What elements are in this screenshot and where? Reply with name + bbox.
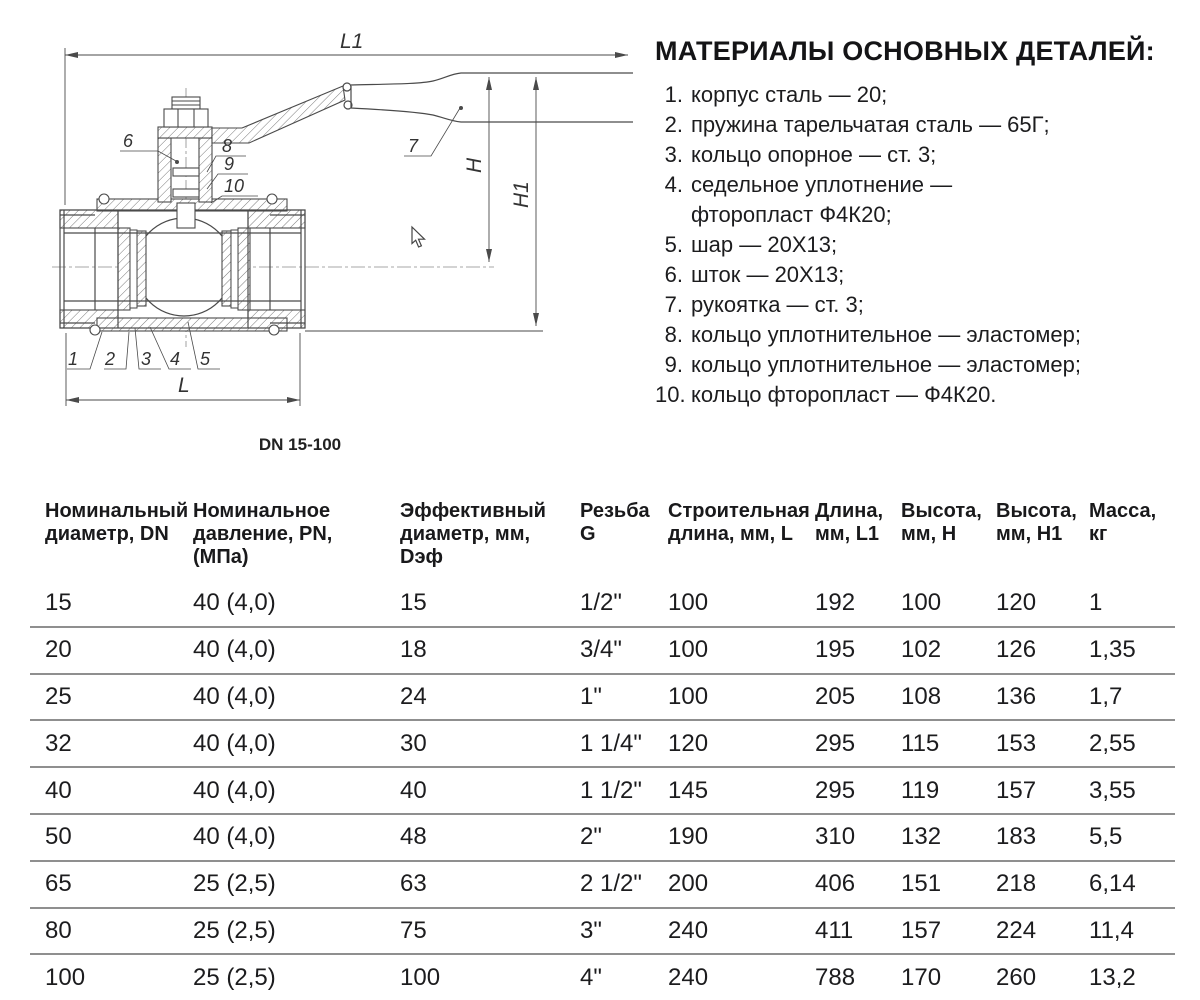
spec-cell: 788 [815,963,856,991]
materials-item-text: кольцо уплотнительное — эластомер; [691,352,1081,377]
spec-cell: 170 [901,963,942,991]
spec-row [30,628,1175,675]
spec-cell: 25 (2,5) [193,916,276,944]
spec-cell: 65 [45,870,72,898]
dim-label-h1: H1 [510,181,533,208]
spec-cell: 240 [668,963,709,991]
spec-cell: 1/2" [580,589,622,617]
materials-item-number: 10. [655,382,686,407]
spec-cell: 20 [45,636,72,664]
spec-cell: 2,55 [1089,729,1136,757]
spec-cell: 4" [580,963,602,991]
materials-item-number: 4. [664,172,683,197]
materials-item-text: седельное уплотнение — [691,172,953,197]
spec-cell: 224 [996,916,1037,944]
spec-cell: 5,5 [1089,823,1123,851]
spec-cell: 1,7 [1089,682,1123,710]
spec-cell: 24 [400,682,427,710]
spec-cell: 190 [668,823,709,851]
spec-cell: 3/4" [580,636,622,664]
spec-cell: 120 [668,729,709,757]
col-header-mass: Масса, кг [1089,500,1157,545]
materials-item-number: 6. [664,262,683,287]
spec-cell: 40 (4,0) [193,589,276,617]
spec-cell: 295 [815,729,856,757]
col-header-length-l1: Длина, мм, L1 [815,500,884,545]
spec-cell: 157 [901,916,942,944]
spec-row [30,862,1175,909]
materials-item [655,380,1195,410]
spec-cell: 151 [901,870,942,898]
spec-cell: 157 [996,776,1037,804]
spec-cell: 145 [668,776,709,804]
materials-item [655,320,1195,350]
materials-item-number: 9. [664,352,683,377]
spec-cell: 192 [815,589,856,617]
materials-item-number: 5. [664,232,683,257]
spec-cell: 295 [815,776,856,804]
materials-item-text: пружина тарельчатая сталь — 65Г; [691,112,1050,137]
materials-item-text: корпус сталь — 20; [691,82,888,107]
spec-table-header [30,500,1175,569]
spec-row [30,815,1175,862]
spec-cell: 15 [45,589,72,617]
materials-item-number: 8. [664,322,683,347]
spec-cell: 119 [901,776,940,804]
mouse-cursor [412,227,425,247]
callout-7: 7 [408,136,419,156]
valve-cross-section-drawing [0,0,660,475]
spec-cell: 126 [996,636,1037,664]
materials-item [655,350,1195,380]
spec-cell: 80 [45,916,72,944]
materials-item-text: шток — 20Х13; [691,262,845,287]
materials-item-number: 1. [664,82,683,107]
spec-cell: 75 [400,916,427,944]
callout-8: 8 [222,136,233,156]
materials-item-number: 2. [664,112,683,137]
materials-item [655,290,1195,320]
materials-item-number: 3. [664,142,683,167]
callout-3: 3 [141,349,152,369]
spec-cell: 132 [901,823,942,851]
col-header-thread: Резьба G [580,500,650,545]
spec-cell: 40 (4,0) [193,823,276,851]
callout-4: 4 [170,349,181,369]
drawing-caption: DN 15-100 [258,435,342,454]
materials-section [655,36,1195,410]
spec-row [30,955,1175,1000]
spec-cell: 100 [45,963,86,991]
spec-cell: 1 1/2" [580,776,642,804]
col-header-dn: Номинальный диаметр, DN [45,500,189,545]
spec-cell: 100 [668,682,709,710]
dim-label-h: H [463,157,486,173]
spec-cell: 120 [996,589,1037,617]
dim-label-l: L [178,374,190,397]
spec-cell: 3,55 [1089,776,1136,804]
spec-cell: 2 1/2" [580,870,642,898]
materials-item [655,200,1195,230]
spec-cell: 40 (4,0) [193,682,276,710]
spec-cell: 102 [901,636,942,664]
callout-5: 5 [200,349,211,369]
dim-label-l1: L1 [340,30,364,53]
spec-cell: 1,35 [1089,636,1136,664]
spec-cell: 40 (4,0) [193,636,276,664]
spec-cell: 115 [901,729,940,757]
materials-item [655,110,1195,140]
materials-item [655,80,1195,110]
spec-cell: 136 [996,682,1037,710]
spec-cell: 195 [815,636,856,664]
spec-cell: 25 (2,5) [193,870,276,898]
callout-10: 10 [224,176,245,196]
spec-cell: 240 [668,916,709,944]
spec-row [30,675,1175,722]
spec-row [30,581,1175,628]
callout-9: 9 [224,154,235,174]
materials-item-text: кольцо уплотнительное — эластомер; [691,322,1081,347]
materials-item [655,170,1195,200]
spec-cell: 25 [45,682,72,710]
spec-table-body [30,581,1175,1000]
spec-cell: 260 [996,963,1037,991]
spec-row [30,909,1175,956]
materials-item [655,230,1195,260]
materials-item-text: кольцо фторопласт — Ф4К20. [691,382,997,407]
col-header-deff: Эффективный диаметр, мм, Dэф [400,500,546,568]
callout-6: 6 [123,131,134,151]
spec-cell: 205 [815,682,856,710]
spec-cell: 218 [996,870,1037,898]
materials-item [655,140,1195,170]
spec-cell: 1" [580,682,602,710]
spec-cell: 2" [580,823,602,851]
spec-cell: 411 [815,916,854,944]
spec-cell: 30 [400,729,427,757]
spec-cell: 3" [580,916,602,944]
callout-2: 2 [105,349,116,369]
col-header-length-l: Строительная длина, мм, L [668,500,810,545]
callout-1: 1 [68,349,79,369]
handle-grip [343,73,633,122]
materials-item-number [655,200,683,230]
col-header-pn: Номинальное давление, PN, (МПа) [193,500,333,568]
spec-cell: 13,2 [1089,963,1136,991]
spec-cell: 200 [668,870,709,898]
spec-cell: 32 [45,729,72,757]
spec-cell: 40 [400,776,427,804]
spec-row [30,721,1175,768]
col-header-height-h1: Высота, мм, H1 [996,500,1077,545]
spec-cell: 1 [1089,589,1103,617]
spec-cell: 310 [815,823,856,851]
spec-row [30,768,1175,815]
materials-item [655,260,1195,290]
materials-item-text: кольцо опорное — ст. 3; [691,142,937,167]
materials-item-text: фторопласт Ф4К20; [691,202,892,227]
spec-cell: 15 [400,589,427,617]
spec-cell: 183 [996,823,1037,851]
spec-cell: 40 (4,0) [193,729,276,757]
spec-cell: 25 (2,5) [193,963,276,991]
spec-cell: 48 [400,823,427,851]
materials-item-text: шар — 20Х13; [691,232,838,257]
spec-cell: 6,14 [1089,870,1136,898]
spec-cell: 63 [400,870,427,898]
spec-cell: 40 [45,776,72,804]
materials-list [655,80,1195,410]
spec-cell: 11,4 [1089,916,1134,944]
spec-cell: 100 [901,589,942,617]
spec-table [30,500,1175,1000]
col-header-height-h: Высота, мм, H [901,500,982,545]
spec-cell: 406 [815,870,856,898]
spec-cell: 18 [400,636,427,664]
spec-cell: 50 [45,823,72,851]
materials-item-text: рукоятка — ст. 3; [691,292,864,317]
spec-cell: 100 [668,636,709,664]
spec-cell: 108 [901,682,942,710]
spec-cell: 100 [668,589,709,617]
spec-cell: 153 [996,729,1037,757]
spec-cell: 1 1/4" [580,729,642,757]
materials-item-number: 7. [664,292,683,317]
spec-cell: 40 (4,0) [193,776,276,804]
spec-cell: 100 [400,963,441,991]
materials-title: МАТЕРИАЛЫ ОСНОВНЫХ ДЕТАЛЕЙ: [655,36,1155,66]
